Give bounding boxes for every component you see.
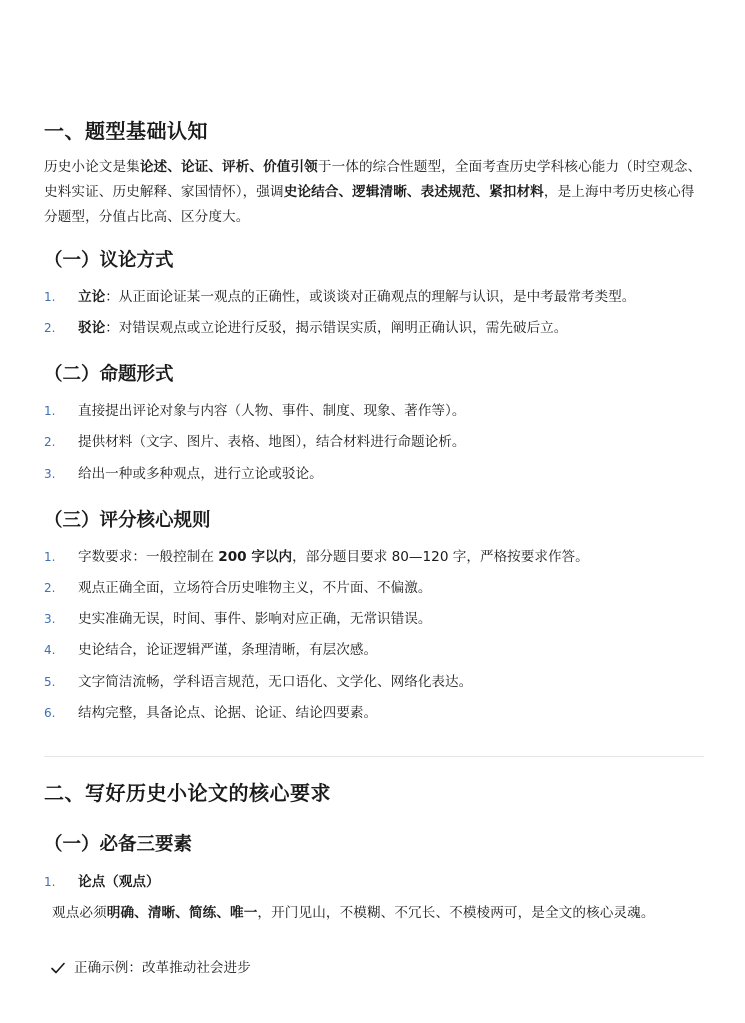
section-2-title: 二、写好历史小论文的核心要求 xyxy=(44,781,331,805)
item-text: 史论结合，论证逻辑严谨，条理清晰，有层次感。 xyxy=(78,642,378,658)
item-text: 字数要求：一般控制在 xyxy=(78,549,219,565)
section-divider xyxy=(44,756,704,757)
desc-seg: 观点必须 xyxy=(52,905,107,921)
section-1-title: 一、题型基础认知 xyxy=(44,119,208,143)
subsection-scoring-rules: （三）评分核心规则 xyxy=(44,510,211,531)
example-text: 正确示例：改革推动社会进步 xyxy=(74,960,251,976)
list-number: 3. xyxy=(44,612,56,626)
list-number: 2. xyxy=(44,581,56,595)
item-text: 直接提出评论对象与内容（人物、事件、制度、现象、著作等）。 xyxy=(78,403,466,419)
list-number: 1. xyxy=(44,875,56,889)
list-number: 2. xyxy=(44,321,56,335)
desc-seg-bold: 明确、清晰、简练、唯一 xyxy=(106,905,258,921)
intro-seg: 于一体的综合性题型，全面考查历史学科核心能力（时空观念、史料实证、历史解释、家国情怀），强调 xyxy=(44,159,702,200)
list-number: 6. xyxy=(44,706,56,720)
intro-seg: 历史小论文是集 xyxy=(44,159,140,175)
item-text: ：从正面论证某一观点的正确性，或谈谈对正确观点的理解与认识，是中考最常考类型。 xyxy=(105,289,636,305)
list-number: 1. xyxy=(44,550,56,564)
item-text: 给出一种或多种观点，进行立论或驳论。 xyxy=(78,466,323,482)
subsection-argument-methods: （一）议论方式 xyxy=(44,250,174,271)
intro-seg-bold: 史论结合、逻辑清晰、表述规范、紧扣材料 xyxy=(283,184,544,200)
desc-seg: ，开门见山，不模糊、不冗长、不模棱两可，是全文的核心灵魂。 xyxy=(257,905,655,921)
list-number: 1. xyxy=(44,290,56,304)
item-label: 论点（观点） xyxy=(78,874,160,890)
item-text: 结构完整，具备论点、论据、论证、结论四要素。 xyxy=(78,705,378,721)
item-label: 驳论 xyxy=(78,320,106,336)
intro-seg-bold: 论述、论证、评析、价值引领 xyxy=(139,159,318,175)
list-number: 1. xyxy=(44,404,56,418)
item-text: 史实准确无误，时间、事件、影响对应正确，无常识错误。 xyxy=(78,611,432,627)
subsection-three-elements: （一）必备三要素 xyxy=(44,834,193,855)
list-number: 3. xyxy=(44,467,56,481)
subsection-question-forms: （二）命题形式 xyxy=(44,364,174,385)
item-text: 提供材料（文字、图片、表格、地图），结合材料进行命题论析。 xyxy=(78,434,466,450)
item-label: 立论 xyxy=(78,289,106,305)
check-icon xyxy=(50,961,66,975)
item-bold: 200 字以内 xyxy=(218,549,293,565)
section-1-intro xyxy=(44,155,704,230)
list-number: 2. xyxy=(44,435,56,449)
item-text: 观点正确全面，立场符合历史唯物主义，不片面、不偏激。 xyxy=(78,580,432,596)
list-number: 5. xyxy=(44,675,56,689)
item-text: ，部分题目要求 80—120 字，严格按要求作答。 xyxy=(292,549,589,565)
item-text: ：对错误观点或立论进行反驳，揭示错误实质，阐明正确认识，需先破后立。 xyxy=(105,320,568,336)
item-text: 文字简洁流畅，学科语言规范，无口语化、文学化、网络化表达。 xyxy=(78,674,473,690)
list-number: 4. xyxy=(44,643,56,657)
thesis-description xyxy=(44,901,704,926)
intro-seg: ，是上海中考历史核心得分题型，分值占比高、区分度大。 xyxy=(44,184,695,225)
